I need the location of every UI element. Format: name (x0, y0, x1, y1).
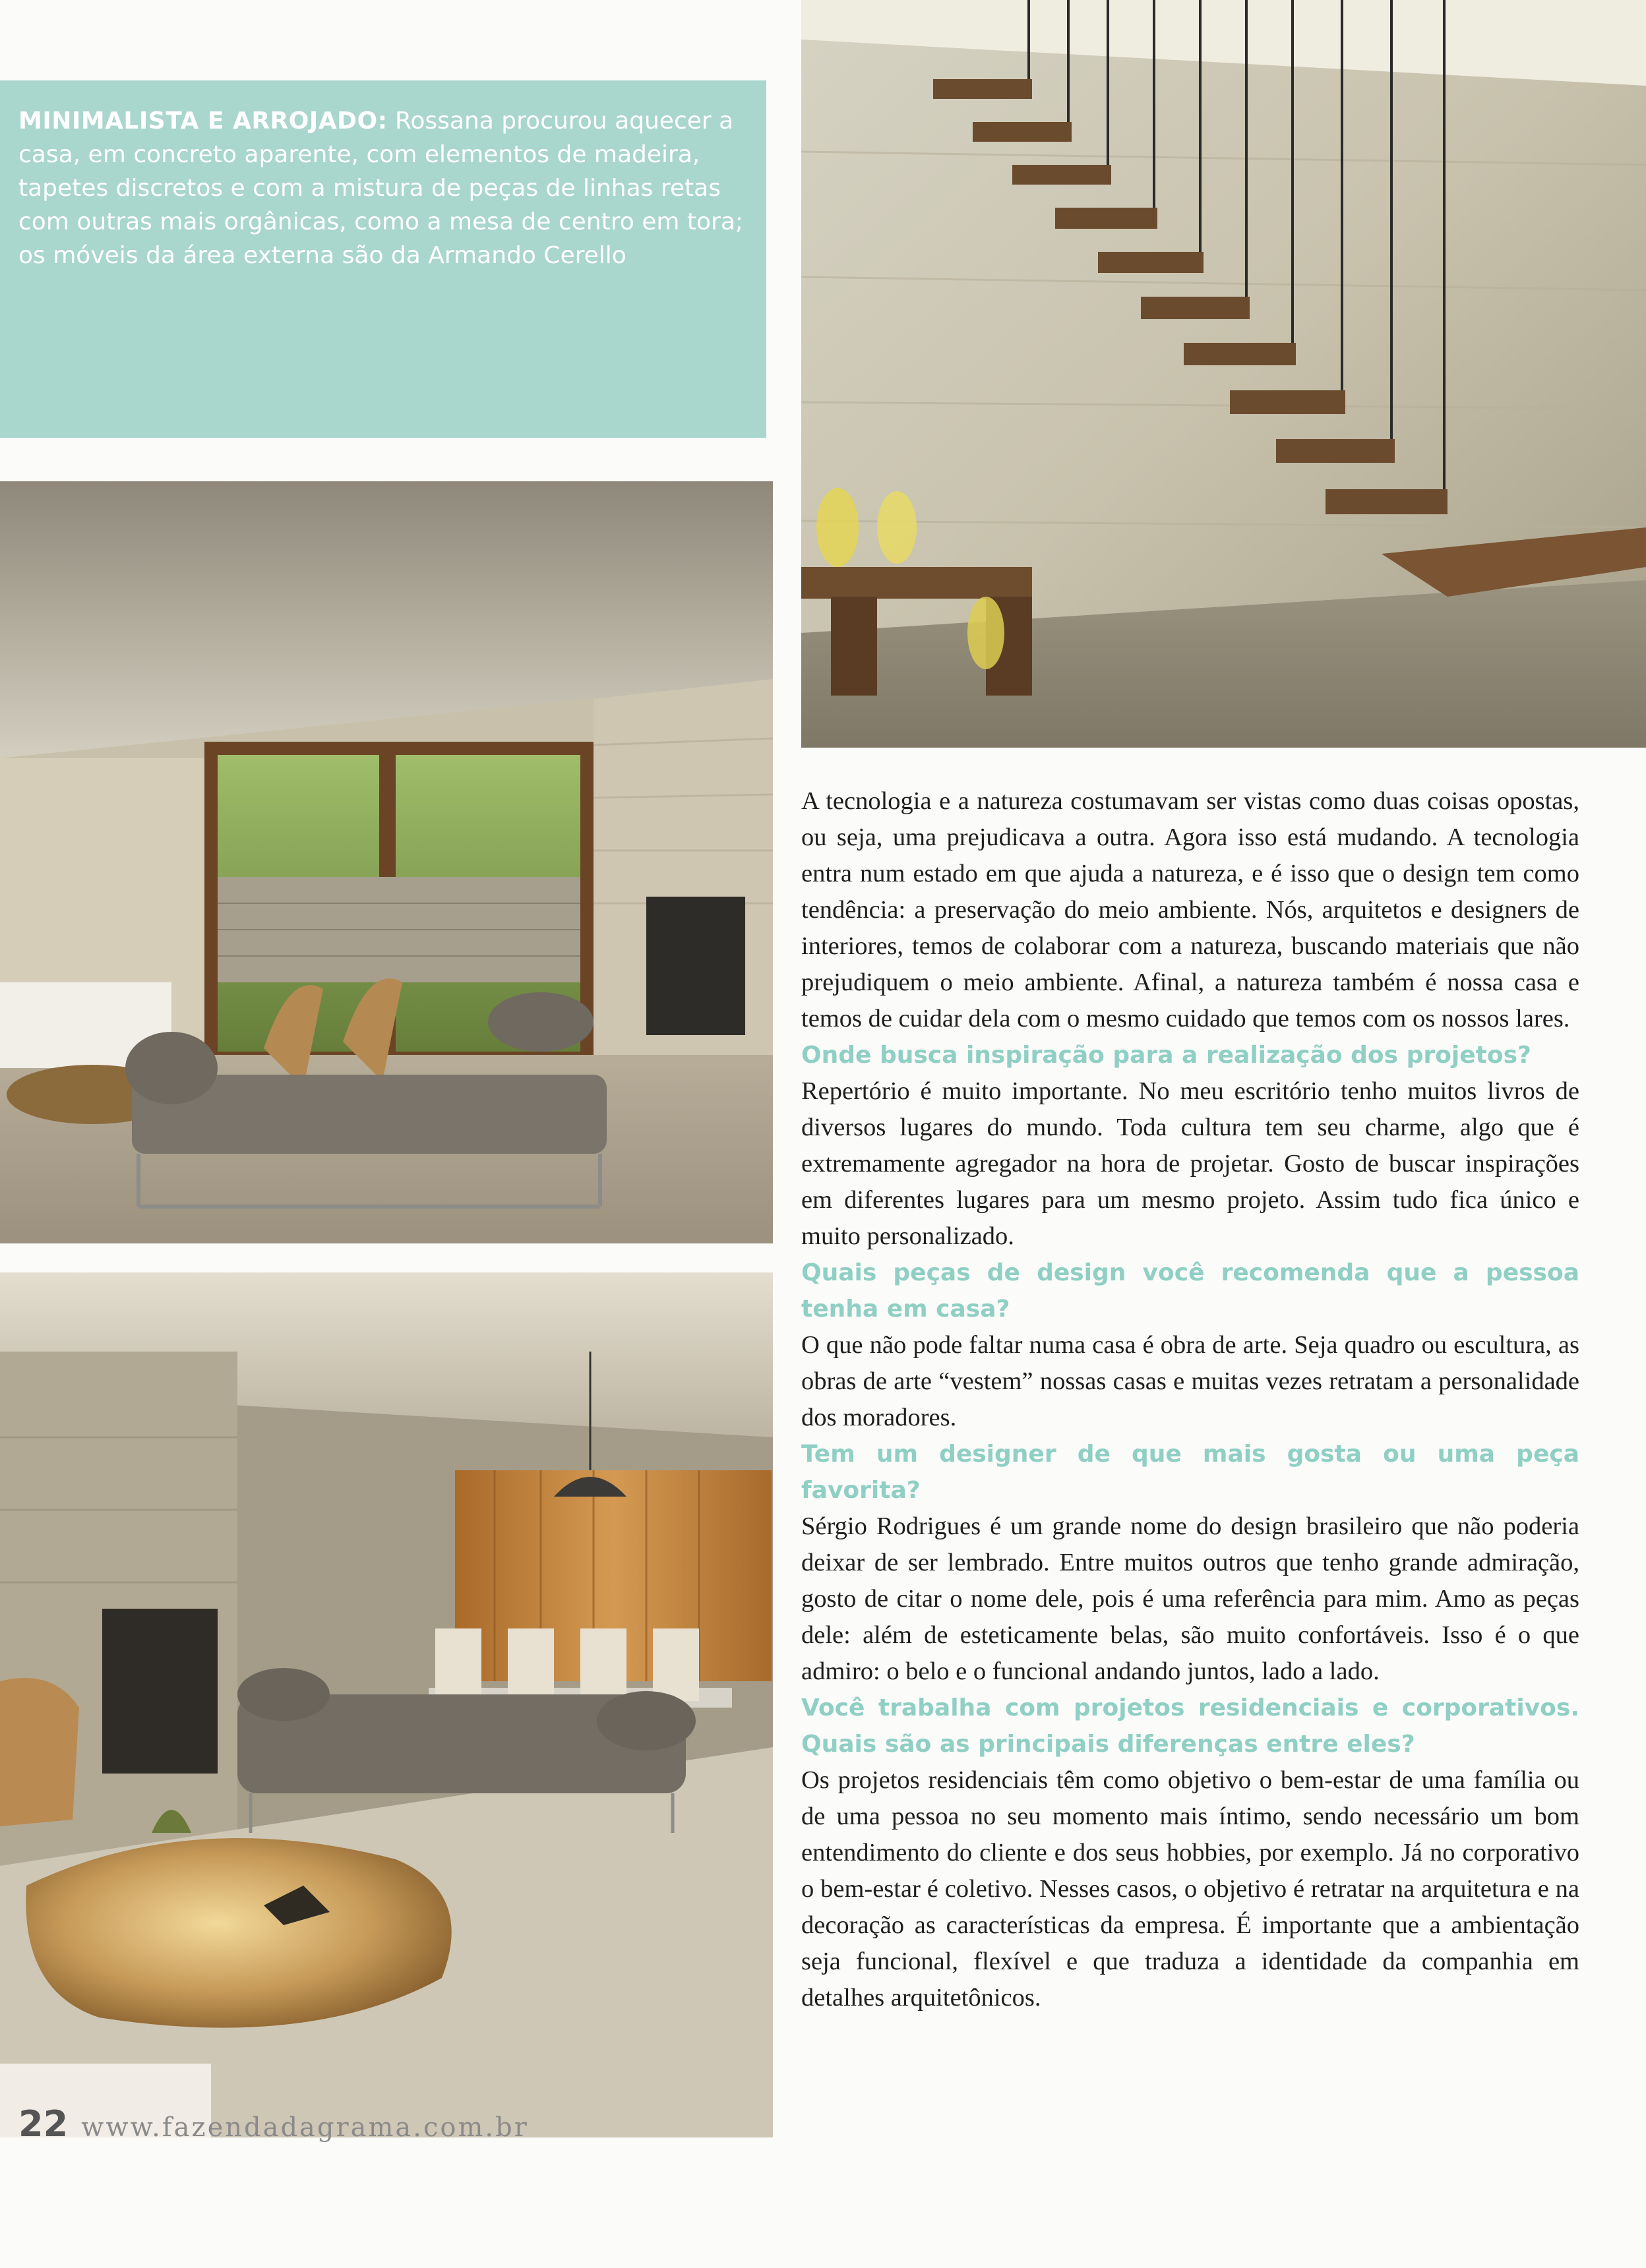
caption-box (0, 80, 766, 438)
article-paragraph: Sérgio Rodrigues é um grande nome do design brasileiro que não poderia deixar de ser lembrado. Entre muitos outros que tenho grande admiração, gosto de citar o nome dele, pois é uma referência para mim. Amo as peças dele: além de esteticamente belas, são muito confortáveis. Isso é o que admiro: o belo e o funcional andando juntos, lado a lado. (801, 1512, 1579, 1685)
article-paragraph: Os projetos residenciais têm como objetivo o bem-estar de uma família ou de uma pessoa no seu momento mais íntimo, sendo necessário um bom entendimento do cliente e dos seus hobbies, por exemplo. Já no corporativo o bem-estar é coletivo. Nesses casos, o objetivo é retratar na arquitetura e na decoração as características da empresa. É importante que a ambientação seja funcional, flexível e que traduza a identidade da companhia em detalhes arquitetônicos. (801, 1766, 1579, 2012)
article-paragraph: A tecnologia e a natureza costumavam ser vistas como duas coisas opostas, ou seja, uma prejudicava a outra. Agora isso está mudando. A tecnologia entra num estado em que ajuda a natureza, e é isso que o design tem como tendência: a preservação do meio ambiente. Nós, arquitetos e designers de interiores, temos de colaborar com a natureza, buscando materiais que não prejudiquem o meio ambiente. Afinal, a natureza também é nossa casa e temos de cuidar dela com o mesmo cuidado que temos com os nossos lares. (801, 787, 1579, 1032)
lounge-photo (0, 1272, 773, 2137)
interview-question: Quais peças de design você recomenda que a pessoa tenha em casa? (801, 1259, 1579, 1323)
caption-lead: MINIMALISTA E ARROJADO: (18, 107, 388, 134)
interview-question: Tem um designer de que mais gosta ou uma peça favorita? (801, 1441, 1579, 1504)
article-paragraph: Repertório é muito importante. No meu escritório tenho muitos livros de diversos lugares do mundo. Toda cultura tem seu charme, algo que é extremamente agregador na hora de projetar. Gosto de buscar inspirações em diferentes lugares para um mesmo projeto. Assim tudo fica único e muito personalizado. (801, 1077, 1579, 1250)
staircase-photo (801, 0, 1646, 748)
article-body (801, 783, 1579, 2016)
article-paragraph: O que não pode faltar numa casa é obra de arte. Seja quadro ou escultura, as obras de arte “vestem” nossas casas e muitas vezes retratam a personalidade dos moradores. (801, 1331, 1579, 1431)
page-footer (18, 2103, 529, 2145)
website-url: www.fazendadagrama.com.br (81, 2112, 529, 2143)
caption-body: Rossana procurou aquecer a casa, em concreto aparente, com elementos de madeira, tapetes discretos e com a mistura de peças de linhas retas com outras mais orgânicas, como a mesa de centro em tora; os móveis da área externa são da Armando Cerello (18, 107, 744, 269)
interview-question: Você trabalha com projetos residenciais e corporativos. Quais são as principais diferenças entre eles? (801, 1694, 1579, 1758)
photo-caption (18, 104, 750, 272)
interview-question: Onde busca inspiração para a realização dos projetos? (801, 1042, 1531, 1069)
living-room-photo (0, 481, 773, 1243)
page-number: 22 (18, 2103, 69, 2145)
